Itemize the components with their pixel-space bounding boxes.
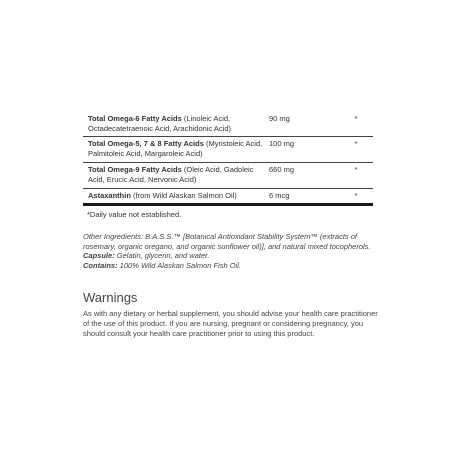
nutrient-amount: 100 mg bbox=[269, 139, 295, 148]
daily-value: * bbox=[354, 114, 358, 123]
warnings-heading: Warnings bbox=[83, 290, 138, 305]
facts-row-omega-578 bbox=[83, 137, 373, 163]
nutrient-name: Total Omega-5, 7 & 8 Fatty Acids (Myristoleic Acid, Palmitoleic Acid, Margaroleic Acid) bbox=[88, 139, 263, 158]
nutrient-amount: 660 mg bbox=[269, 165, 295, 174]
daily-value: * bbox=[354, 191, 358, 200]
daily-value-footnote: *Daily value not established. bbox=[87, 210, 182, 219]
other-ingredients: Other Ingredients: B.A.S.S.™ [Botanical Antioxidant Stability System™ (extracts of rosemary, organic oregano, and organic sunflower oil)], and natural mixed tocopherols. bbox=[83, 232, 371, 251]
nutrient-amount: 6 mcg bbox=[269, 191, 290, 200]
facts-row-omega-9 bbox=[83, 163, 373, 189]
facts-row-astaxanthin bbox=[83, 189, 373, 206]
nutrient-name: Total Omega-9 Fatty Acids (Oleic Acid, Gadoleic Acid, Erucic Acid, Nervonic Acid) bbox=[88, 165, 254, 184]
supplement-facts-table bbox=[83, 106, 373, 220]
nutrient-amount: 90 mg bbox=[269, 114, 290, 123]
daily-value: * bbox=[354, 165, 358, 174]
contains-line: Contains: 100% Wild Alaskan Salmon Fish Oil. bbox=[83, 260, 242, 270]
capsule-line: Capsule: Gelatin, glycerin, and water. bbox=[83, 251, 210, 260]
ingredients-block bbox=[83, 232, 383, 270]
nutrient-name: Astaxanthin (from Wild Alaskan Salmon Oil) bbox=[88, 191, 237, 200]
nutrient-name: Total Omega-6 Fatty Acids (Linoleic Acid, Octadecatetraenoic Acid, Arachidonic Acid) bbox=[88, 114, 231, 133]
daily-value: * bbox=[354, 139, 358, 148]
facts-row-omega-6 bbox=[83, 106, 373, 137]
warnings-text: As with any dietary or herbal supplement, you should advise your health care practitioner of the use of this product. If you are nursing, pregnant or considering pregnancy, you should consult your health care practitioner prior to using this product. bbox=[83, 309, 378, 338]
